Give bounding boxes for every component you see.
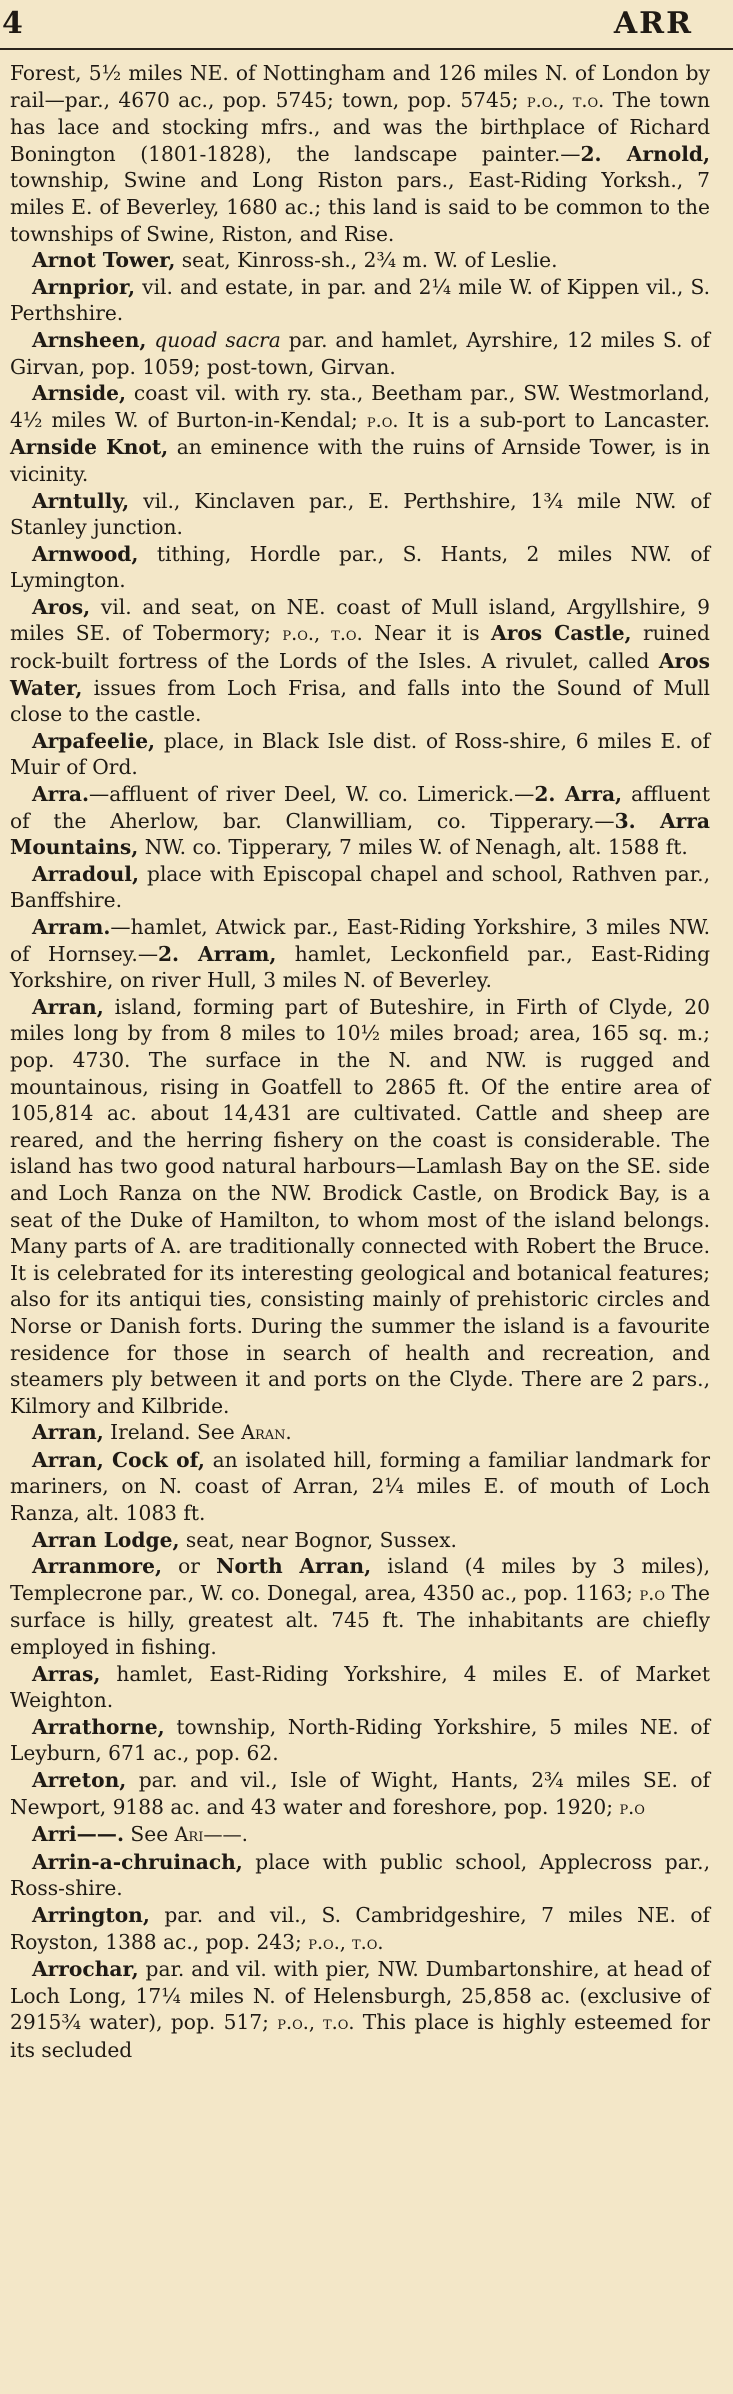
- entry-text: par. and vil. with pier, NW. Dumbartonshire, at head of Loch Long, 17¼ miles N. of Helensburgh, 25,858 ac. (exclusive of 2915¾ water), pop. 517;: [10, 1957, 710, 2035]
- gazetteer-entry: [10, 327, 710, 380]
- gazetteer-entry: [10, 914, 710, 994]
- entry-headword: Aros Castle,: [491, 621, 632, 646]
- entry-text: Forest, 5½ miles NE. of Nottingham and 126 miles N. of London by rail—par., 4670 ac., pop. 5745; town, pop. 5745;: [10, 61, 710, 112]
- gazetteer-entry: [10, 1714, 710, 1767]
- entry-text: vil. and estate, in par. and 2¼ mile W. of Kippen vil., S. Perthshire.: [10, 274, 710, 326]
- entry-text: township, Swine and Long Riston pars., East-Riding Yorksh., 7 miles E. of Beverley, 1680 ac.; this land is said to be common to the townships of Swine, Riston, and Rise.: [10, 168, 710, 246]
- entry-text: place, in Black Isle dist. of Ross-shire, 6 miles E. of Muir of Ord.: [10, 728, 710, 780]
- gazetteer-entry: [10, 488, 710, 541]
- gazetteer-entry: [10, 1821, 710, 1849]
- entry-headword: Arranmore,: [32, 1554, 163, 1579]
- entry-headword: Arran, Cock of,: [32, 1447, 205, 1472]
- entry-text: NW. co. Tipperary, 7 miles W. of Nenagh, alt. 1588 ft.: [138, 835, 688, 860]
- gazetteer-entry: [10, 861, 710, 914]
- entry-headword: Arrin-a-chruinach,: [32, 1849, 243, 1874]
- entry-headword: North Arran,: [216, 1554, 372, 1579]
- small-caps-text: p.o: [639, 1581, 666, 1605]
- italic-text: quoad sacra: [154, 327, 281, 352]
- small-caps-text: Aran.: [241, 1421, 292, 1445]
- entry-headword: Arnot Tower,: [32, 248, 176, 273]
- entry-text: seat, near Bognor, Sussex.: [179, 1527, 457, 1552]
- entry-headword: Arra.: [32, 782, 90, 807]
- entry-headword: Arreton,: [32, 1768, 127, 1792]
- entry-headword: Arntully,: [32, 488, 130, 513]
- gazetteer-entry: [10, 1902, 710, 1956]
- entry-headword: Arram.: [32, 915, 111, 939]
- entry-text: hamlet, East-Riding Yorkshire, 4 miles E. of Market Weighton.: [10, 1661, 710, 1713]
- entry-headword: Arrathorne,: [32, 1714, 165, 1739]
- entry-text: par. and hamlet, Ayrshire, 12 miles S. of Girvan, pop. 1059; post-town, Girvan.: [10, 327, 711, 379]
- entry-headword: Arrington,: [32, 1902, 150, 1927]
- entry-headword: Arras,: [32, 1661, 101, 1686]
- page-header: [0, 0, 733, 50]
- entry-text: —affluent of river Deel, W. co. Limerick.—: [89, 782, 535, 807]
- entry-text: issues from Loch Frisa, and falls into the Sound of Mull close to the castle.: [10, 675, 710, 727]
- entry-text: place with public school, Applecross par., Ross-shire.: [10, 1849, 710, 1901]
- small-caps-text: p.o., t.o.: [308, 1930, 384, 1954]
- gazetteer-entry: [10, 594, 710, 728]
- entry-text: seat, Kinross-sh., 2¾ m. W. of Leslie.: [175, 248, 558, 273]
- gazetteer-entry: [10, 60, 710, 247]
- entry-headword: 2. Arram,: [158, 941, 277, 966]
- gazetteer-entry: [10, 1419, 710, 1447]
- entry-text: par. and vil., S. Cambridgeshire, 7 miles NE. of Royston, 1388 ac., pop. 243;: [10, 1902, 710, 1954]
- entry-headword: 2. Arra,: [534, 782, 623, 807]
- entry-headword: Aros,: [32, 594, 91, 619]
- entry-text: an eminence with the ruins of Arnside Tower, is in vicinity.: [10, 435, 711, 486]
- entry-headword: Arnprior,: [32, 274, 136, 299]
- gazetteer-entry: [10, 994, 710, 1420]
- entry-text: ruined rock-built fortress of the Lords of the Isles. A rivulet, called: [10, 621, 710, 674]
- gazetteer-entry: [10, 781, 710, 861]
- gazetteer-entry: [10, 1527, 710, 1554]
- small-caps-text: p.o., t.o.: [277, 2011, 355, 2035]
- entry-headword: Aros Water,: [10, 649, 710, 700]
- entry-headword: Arrochar,: [32, 1957, 139, 1982]
- entry-text: an isolated hill, forming a familiar landmark for mariners, on N. coast of Arran, 2¼ miles E. of mouth of Loch Ranza, alt. 1083 ft.: [10, 1447, 710, 1526]
- entry-text: Near it is: [362, 621, 492, 646]
- gazetteer-entry: [10, 380, 710, 487]
- gazetteer-entry: [10, 274, 710, 327]
- entry-text: vil., Kinclaven par., E. Perthshire, 1¾ mile NW. of Stanley junction.: [10, 488, 710, 540]
- small-caps-text: p.o., t.o.: [282, 622, 363, 646]
- gazetteer-entry: [10, 541, 710, 594]
- entry-text: island (4 miles by 3 miles), Templecrone par., W. co. Donegal, area, 4350 ac., pop. 1163;: [10, 1554, 710, 1605]
- small-caps-text: p.o: [619, 1795, 645, 1819]
- gazetteer-entry: [10, 247, 710, 274]
- page-number: 4: [2, 6, 23, 41]
- entry-text: vil. and seat, on NE. coast of Mull island, Argyllshire, 9 miles SE. of Tobermory;: [10, 594, 710, 646]
- gazetteer-entry: [10, 1849, 710, 1902]
- entry-headword: 3. Arra Mountains,: [10, 808, 711, 860]
- entry-text: —hamlet, Atwick par., East-Riding Yorkshire, 3 miles NW. of Hornsey.—: [10, 915, 710, 966]
- small-caps-text: p.o., t.o.: [526, 88, 605, 112]
- entry-text: This place is highly esteemed for its secluded: [10, 2010, 710, 2062]
- entry-text: The town has lace and stocking mfrs., and was the birthplace of Richard Bonington (1801-1828), the landscape painter.—: [10, 87, 710, 166]
- entry-text: Ireland. See: [103, 1420, 242, 1445]
- entry-text: par. and vil., Isle of Wight, Hants, 2¾ miles SE. of Newport, 9188 ac. and 43 water and foreshore, pop. 1920;: [10, 1768, 710, 1819]
- entry-headword: Arri——.: [32, 1822, 125, 1847]
- gazetteer-entry: [10, 1553, 710, 1660]
- entry-text: affluent of the Aherlow, bar. Clanwilliam, co. Tipperary.—: [10, 782, 710, 833]
- entry-headword: 2. Arnold,: [580, 141, 711, 166]
- entry-text: tithing, Hordle par., S. Hants, 2 miles NW. of Lymington.: [10, 541, 710, 593]
- entry-text: or: [162, 1554, 217, 1579]
- entry-text: coast vil. with ry. sta., Beetham par., SW. Westmorland, 4½ miles W. of Burton-in-Kendal;: [10, 381, 710, 432]
- entry-text: See: [124, 1822, 175, 1847]
- entry-text: place with Episcopal chapel and school, Rathven par., Banffshire.: [10, 861, 710, 913]
- entry-headword: Arnwood,: [32, 541, 139, 566]
- small-caps-text: Ari——.: [174, 1823, 248, 1847]
- entry-headword: Arran Lodge,: [32, 1527, 180, 1552]
- entry-text: The surface is hilly, greatest alt. 745 ft. The inhabitants are chiefly employed in fishing.: [10, 1580, 710, 1660]
- gazetteer-entry: [10, 728, 710, 781]
- entry-headword: Arradoul,: [32, 861, 139, 886]
- entry-headword: Arran,: [32, 994, 104, 1019]
- gazetteer-entry: [10, 1767, 710, 1821]
- gazetteer-entry: [10, 1661, 710, 1714]
- entry-headword: Arpafeelie,: [32, 728, 156, 753]
- entry-headword: Arran,: [32, 1420, 104, 1445]
- entry-text: township, North-Riding Yorkshire, 5 miles NE. of Leyburn, 671 ac., pop. 62.: [10, 1714, 710, 1766]
- entry-headword: Arnside,: [32, 381, 126, 406]
- gazetteer-entry: [10, 1447, 710, 1527]
- gazetteer-entries: [10, 60, 710, 2064]
- entry-headword: Arnside Knot,: [10, 435, 169, 460]
- entry-text: hamlet, Leckonfield par., East-Riding Yorkshire, on river Hull, 3 miles N. of Beverley.: [10, 941, 710, 993]
- small-caps-text: p.o.: [366, 408, 399, 432]
- entry-headword: Arnsheen,: [32, 327, 147, 352]
- running-head: ARR: [613, 6, 693, 41]
- entry-text: It is a sub-port to Lancaster.: [398, 407, 710, 432]
- gazetteer-entry: [10, 1956, 710, 2063]
- entry-text: island, forming part of Buteshire, in Firth of Clyde, 20 miles long by from 8 miles to 10½ miles broad; area, 165 sq. m.; pop. 4730. The surface in the N. and NW. is rugged and mountainous, rising in Goatfell to 2865 ft. Of the entire area of 105,814 ac. about 14,431 are cultivated. Cattle and sheep are reared, and the herring fishery on the coast is considerable. The island has two good natural harbours—Lamlash Bay on the SE. side and Loch Ranza on the NW. Brodick Castle, on Brodick Bay, is a seat of the Duke of Hamilton, to whom most of the island belongs. Many parts of A. are traditionally connected with Robert the Bruce. It is celebrated for its interesting geological and botanical features; also for its antiqui ties, consisting mainly of prehistoric circles and Norse or Danish forts. During the summer the island is a favourite residence for those in search of health and recreation, and steamers ply between it and ports on the Clyde. There are 2 pars., Kilmory and Kilbride.: [10, 994, 710, 1418]
